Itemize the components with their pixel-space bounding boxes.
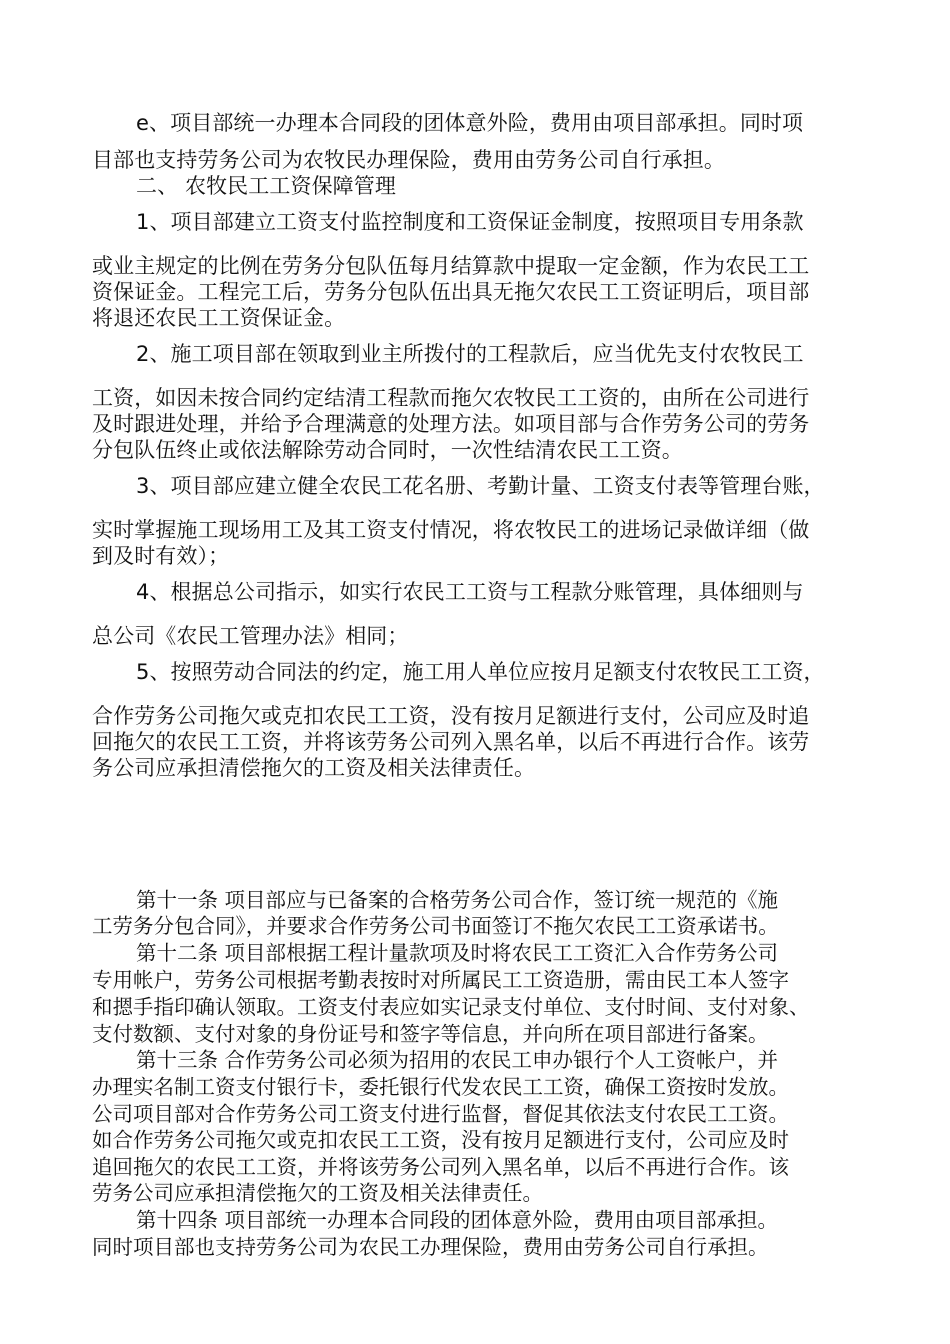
paragraph-line: 及时跟进处理，并给予合理满意的处理方法。如项目部与合作劳务公司的劳务 bbox=[92, 412, 810, 436]
paragraph-line: 2、施工项目部在领取到业主所拨付的工程款后，应当优先支付农牧民工 bbox=[136, 342, 804, 366]
article-line: 如合作劳务公司拖欠或克扣农民工工资，没有按月足额进行支付，公司应及时 bbox=[92, 1128, 789, 1152]
paragraph-line: 合作劳务公司拖欠或克扣农民工工资，没有按月足额进行支付，公司应及时追 bbox=[92, 704, 810, 728]
article-line: 支付数额、支付对象的身份证号和签字等信息，并向所在项目部进行备案。 bbox=[92, 1022, 769, 1046]
article-line: 专用帐户，劳务公司根据考勤表按时对所属民工工资造册，需由民工本人签字 bbox=[92, 968, 789, 992]
paragraph-line: 回拖欠的农民工工资，并将该劳务公司列入黑名单，以后不再进行合作。该劳 bbox=[92, 730, 810, 754]
article-line: 办理实名制工资支付银行卡，委托银行代发农民工工资，确保工资按时发放。 bbox=[92, 1075, 789, 1099]
article-line: 同时项目部也支持劳务公司为农民工办理保险，费用由劳务公司自行承担。 bbox=[92, 1235, 769, 1259]
article-line: 公司项目部对合作劳务公司工资支付进行监督，督促其依法支付农民工工资。 bbox=[92, 1102, 789, 1126]
paragraph-line: 将退还农民工工资保证金。 bbox=[92, 306, 346, 330]
paragraph-line: 或业主规定的比例在劳务分包队伍每月结算款中提取一定金额，作为农民工工 bbox=[92, 254, 810, 278]
article-line: 第十四条 项目部统一办理本合同段的团体意外险，费用由项目部承担。 bbox=[136, 1208, 779, 1232]
paragraph-line: 资保证金。工程完工后，劳务分包队伍出具无拖欠农民工工资证明后，项目部 bbox=[92, 280, 810, 304]
article-line: 追回拖欠的农民工工资，并将该劳务公司列入黑名单，以后不再进行合作。该 bbox=[92, 1155, 789, 1179]
section-heading: 二、 农牧民工工资保障管理 bbox=[136, 174, 396, 198]
article-line: 第十一条 项目部应与已备案的合格劳务公司合作，签订统一规范的《施 bbox=[136, 888, 779, 912]
article-line: 第十三条 合作劳务公司必须为招用的农民工申办银行个人工资帐户，并 bbox=[136, 1048, 779, 1072]
paragraph-line: 4、根据总公司指示，如实行农民工工资与工程款分账管理，具体细则与 bbox=[136, 580, 804, 604]
paragraph-line: 务公司应承担清偿拖欠的工资及相关法律责任。 bbox=[92, 756, 536, 780]
article-line: 工劳务分包合同》，并要求合作劳务公司书面签订不拖欠农民工工资承诺书。 bbox=[92, 914, 779, 938]
paragraph-line: 到及时有效）； bbox=[92, 544, 230, 568]
paragraph-line: 分包队伍终止或依法解除劳动合同时，一次性结清农民工工资。 bbox=[92, 438, 683, 462]
paragraph-line: 目部也支持劳务公司为农牧民办理保险，费用由劳务公司自行承担。 bbox=[92, 148, 725, 172]
paragraph-line: e、项目部统一办理本合同段的团体意外险，费用由项目部承担。同时项 bbox=[136, 111, 804, 135]
paragraph-line: 工资，如因未按合同约定结清工程款而拖欠农牧民工工资的，由所在公司进行 bbox=[92, 386, 810, 410]
article-line: 第十二条 项目部根据工程计量款项及时将农民工工资汇入合作劳务公司 bbox=[136, 941, 779, 965]
article-line: 劳务公司应承担清偿拖欠的工资及相关法律责任。 bbox=[92, 1181, 543, 1205]
article-line: 和摁手指印确认领取。工资支付表应如实记录支付单位、支付时间、支付对象、 bbox=[92, 995, 810, 1019]
paragraph-line: 5、按照劳动合同法的约定，施工用人单位应按月足额支付农牧民工工资， bbox=[136, 660, 825, 684]
paragraph-line: 3、项目部应建立健全农民工花名册、考勤计量、工资支付表等管理台账， bbox=[136, 474, 825, 498]
paragraph-line: 实时掌握施工现场用工及其工资支付情况，将农牧民工的进场记录做详细（做 bbox=[92, 518, 810, 542]
paragraph-line: 1、项目部建立工资支付监控制度和工资保证金制度，按照项目专用条款 bbox=[136, 210, 804, 234]
paragraph-line: 总公司《农民工管理办法》相同； bbox=[92, 624, 409, 648]
